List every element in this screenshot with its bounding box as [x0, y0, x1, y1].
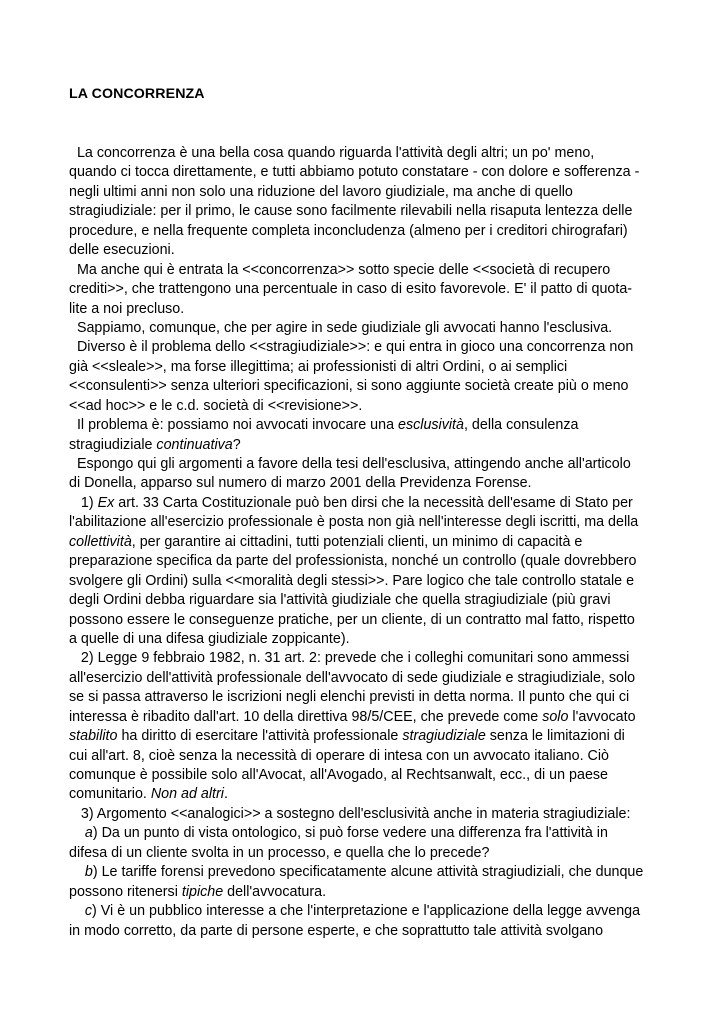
text-line — [69, 591, 669, 610]
text-line — [69, 144, 669, 163]
text-run: comunitario. — [69, 786, 151, 803]
text-line — [69, 222, 669, 241]
text-run: stragiudiziale: per il primo, le cause sono facilmente rilevabili nella risaputa lentezza delle — [69, 203, 633, 220]
text-run: delle esecuzioni. — [69, 242, 175, 259]
text-run: dell'avvocatura. — [223, 883, 327, 900]
italic-text: Non ad altri — [150, 786, 224, 803]
text-line — [69, 844, 669, 863]
text-line — [69, 377, 669, 396]
text-run: crediti>>, che trattengono una percentuale in caso di esito favorevole. E' il patto di quota- — [69, 281, 633, 298]
text-line — [69, 572, 669, 591]
text-line — [69, 513, 669, 532]
text-line — [69, 552, 669, 571]
text-run: possono ritenersi — [69, 883, 182, 900]
text-run: all'esercizio dell'attività professionale dell'avvocato di sede giudiziale e stragiudiziale, solo — [69, 669, 636, 686]
text-line — [69, 163, 669, 182]
text-run: La concorrenza è una bella cosa quando riguarda l'attività degli altri; un po' meno, — [69, 145, 595, 161]
text-run: interessa è ribadito dall'art. 10 della direttiva 98/5/CEE, che prevede come — [69, 708, 543, 725]
text-line — [69, 766, 669, 785]
document-title: LA CONCORRENZA — [69, 86, 205, 102]
text-line — [69, 688, 669, 707]
text-line — [69, 319, 669, 338]
italic-text: esclusività — [398, 417, 464, 434]
text-run: , della consulenza — [463, 417, 579, 434]
text-line — [69, 338, 669, 357]
text-line — [69, 747, 669, 766]
text-run: Diverso è il problema dello <<stragiudiziale>>: e qui entra in gioco una concorrenza non — [69, 339, 634, 356]
text-run: ) Le tariffe forensi prevedono specificatamente alcune attività stragiudiziali, che dunque — [92, 864, 644, 881]
text-line — [69, 241, 669, 260]
text-run: a quelle di una difesa giudiziale zoppicante). — [69, 630, 350, 647]
text-run: l'abilitazione all'esercizio professionale è posta non già nell'interesse degli iscritti, ma della — [69, 514, 639, 531]
text-run: ? — [232, 436, 241, 453]
text-line — [69, 474, 669, 493]
text-run: Il problema è: possiamo noi avvocati invocare una — [69, 417, 399, 434]
text-run: difesa di un cliente svolta in un processo, e quella che lo precede? — [69, 844, 490, 861]
text-line — [69, 611, 669, 630]
text-run: ) Vi è un pubblico interesse a che l'interpretazione e l'applicazione della legge avvenga — [92, 903, 641, 920]
text-run: possono essere le conseguenze pratiche, per un cliente, di un contratto mal fatto, rispetto — [69, 611, 635, 628]
text-run: di Donella, apparso sul numero di marzo 2001 della Previdenza Forense. — [69, 475, 532, 492]
text-run: , per garantire ai cittadini, tutti potenziali clienti, un minimo di capacità e — [131, 533, 583, 550]
italic-text: continuativa — [156, 436, 233, 453]
text-run: l'avvocato — [568, 708, 636, 725]
text-line — [69, 883, 669, 902]
italic-text: b — [84, 864, 93, 881]
text-run: ha diritto di esercitare l'attività professionale — [117, 728, 403, 745]
text-line — [69, 824, 669, 843]
text-line — [69, 300, 669, 319]
italic-text: c — [84, 903, 93, 920]
italic-text: collettività — [69, 533, 132, 550]
text-line — [69, 805, 669, 824]
text-run: stragiudiziale — [69, 436, 157, 453]
text-run: <<consulenti>> senza ulteriori specificazioni, si sono aggiunte società create più o meno — [69, 378, 629, 395]
italic-text: tipiche — [181, 883, 224, 900]
text-run: Ma anche qui è entrata la <<concorrenza>> sotto specie delle <<società di recupero — [69, 261, 611, 278]
text-run: già <<sleale>>, ma forse illegittima; ai professionisti di altri Ordini, o ai semplici — [69, 358, 568, 375]
text-line — [69, 902, 669, 921]
text-line — [69, 669, 669, 688]
text-line — [69, 533, 669, 552]
text-run — [69, 903, 85, 919]
text-run: . — [223, 786, 228, 803]
text-run — [69, 864, 85, 880]
text-run: lite a noi precluso. — [69, 300, 185, 317]
text-run: ) Da un punto di vista ontologico, si può forse vedere una differenza fra l'attività in — [92, 825, 608, 842]
text-run: Espongo qui gli argomenti a favore della tesi dell'esclusiva, attingendo anche all'articolo — [69, 456, 631, 472]
text-run: procedure, e nella frequente completa inconcludenza (almeno per i creditori chirografari) — [69, 222, 628, 239]
text-line — [69, 863, 669, 882]
italic-text: Ex — [97, 494, 115, 511]
text-line — [69, 785, 669, 804]
italic-text: solo — [542, 708, 569, 725]
text-line — [69, 649, 669, 668]
text-run: Sappiamo, comunque, che per agire in sede giudiziale gli avvocati hanno l'esclusiva. — [69, 319, 613, 336]
text-line — [69, 455, 669, 474]
text-run: negli ultimi anni non solo una riduzione del lavoro giudiziale, ma anche di quello — [69, 183, 573, 200]
text-line — [69, 436, 669, 455]
document-body — [69, 144, 669, 941]
text-run: <<ad hoc>> e le c.d. società di <<revisione>>. — [69, 397, 363, 414]
text-line — [69, 727, 669, 746]
text-line — [69, 494, 669, 513]
text-run: degli Ordini debba riguardare sia l'attività giudiziale che quella stragiudiziale (più gravi — [69, 592, 611, 609]
text-run: quando ci tocca direttamente, e tutti abbiamo potuto constatare - con dolore e sofferenza - — [69, 164, 640, 181]
text-line — [69, 922, 669, 941]
text-run: cui all'art. 8, cioè senza la necessità di operare di intesa con un avvocato italiano. Ciò — [69, 747, 609, 764]
text-line — [69, 280, 669, 299]
text-run: art. 33 Carta Costituzionale può ben dirsi che la necessità dell'esame di Stato per — [114, 494, 633, 511]
italic-text: a — [84, 825, 93, 842]
text-run: 1) — [69, 494, 98, 511]
text-line — [69, 708, 669, 727]
text-run: 2) Legge 9 febbraio 1982, n. 31 art. 2: prevede che i colleghi comunitari sono ammessi — [69, 650, 630, 667]
italic-text: stragiudiziale — [402, 728, 486, 745]
text-run: 3) Argomento <<analogici>> a sostegno dell'esclusività anche in materia stragiudiziale: — [69, 805, 631, 822]
text-line — [69, 397, 669, 416]
text-run: preparazione specifica da parte del professionista, nonché un controllo (quale dovrebbero — [69, 553, 637, 570]
text-run: svolgere gli Ordini) sulla <<moralità degli stessi>>. Pare logico che tale controllo statale e — [69, 572, 635, 589]
text-run — [69, 825, 85, 841]
text-run: in modo corretto, da parte di persone esperte, e che soprattutto tale attività svolgano — [69, 922, 604, 939]
text-run: comunque è possibile solo all'Avocat, all'Avogado, al Rechtsanwalt, ecc., di un paese — [69, 767, 609, 783]
text-run: senza le limitazioni di — [485, 728, 625, 745]
text-line — [69, 261, 669, 280]
text-line — [69, 183, 669, 202]
text-line — [69, 630, 669, 649]
italic-text: stabilito — [69, 728, 118, 745]
text-run: se si passa attraverso le iscrizioni negli elenchi previsti in detta norma. Il punto che qui ci — [69, 689, 630, 706]
text-line — [69, 358, 669, 377]
text-line — [69, 416, 669, 435]
text-line — [69, 202, 669, 221]
